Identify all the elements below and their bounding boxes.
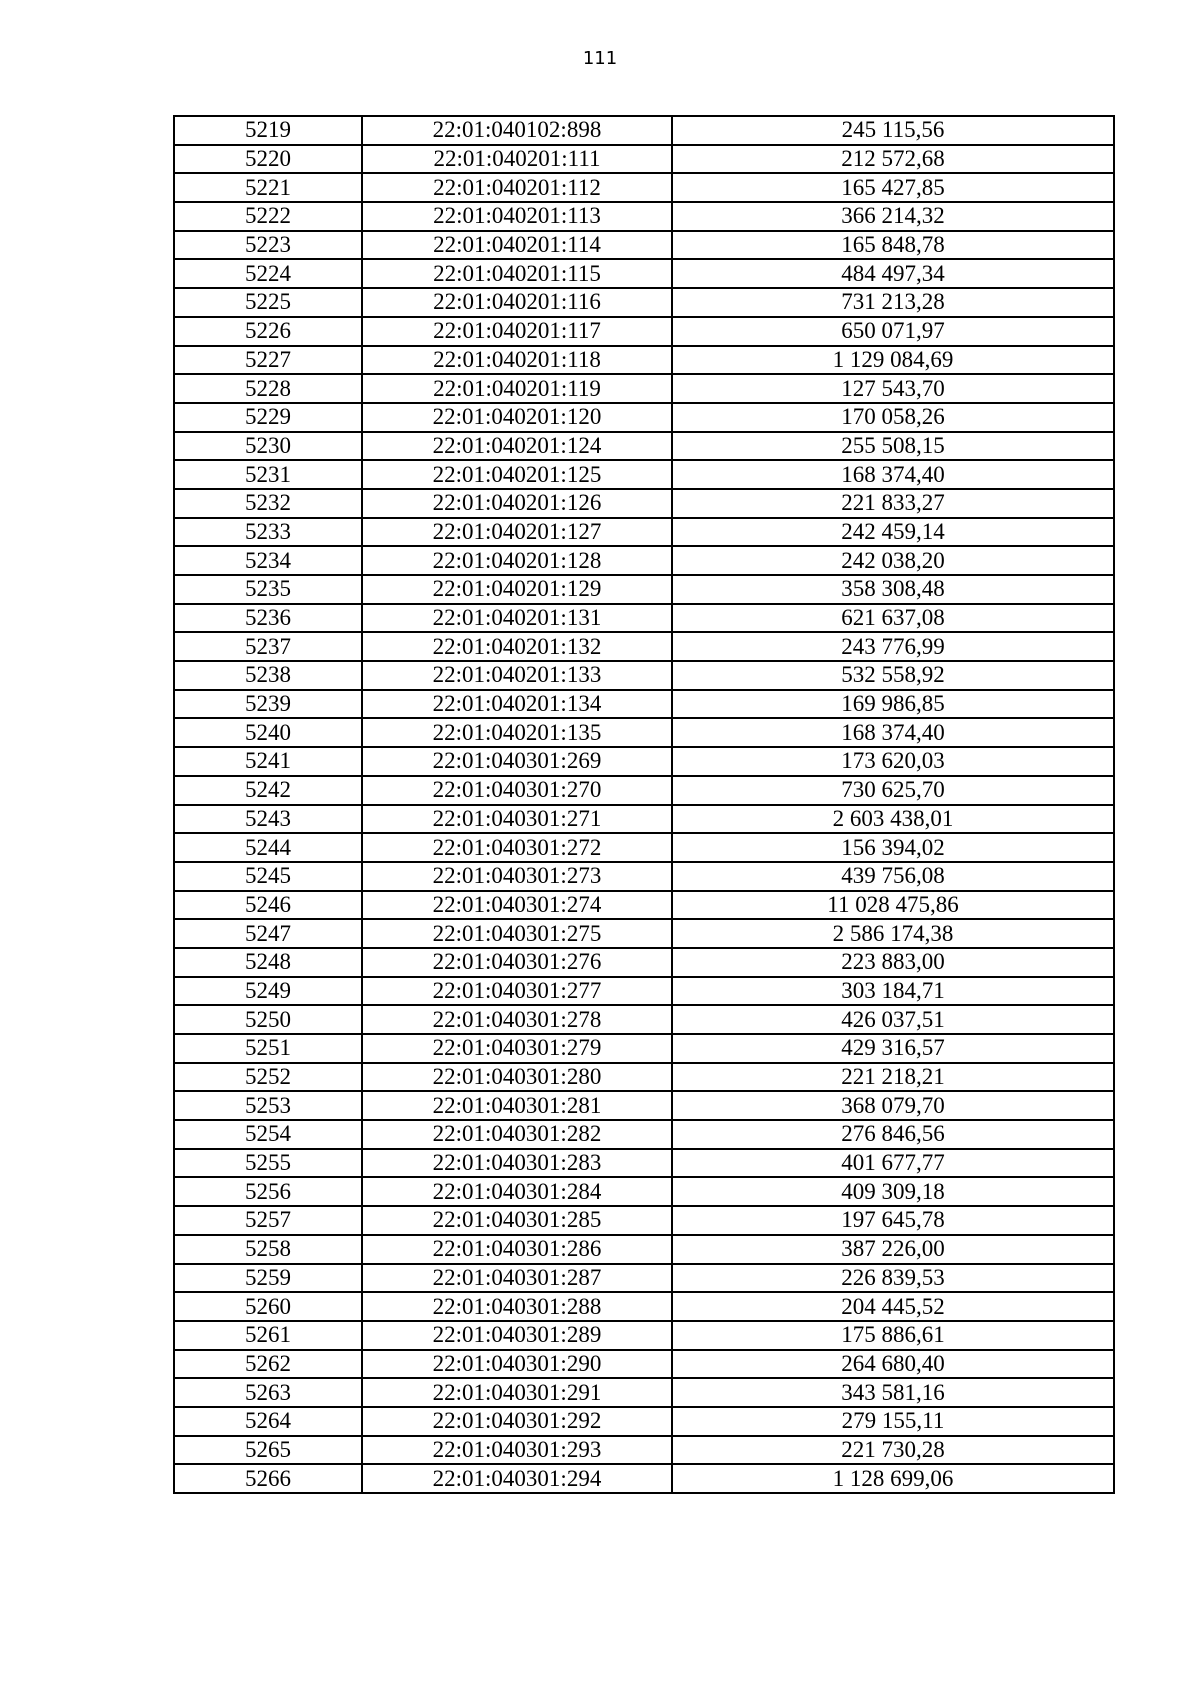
row-number-cell: 5251 <box>174 1034 362 1063</box>
cadastral-number-cell: 22:01:040201:116 <box>362 288 672 317</box>
row-number-cell: 5232 <box>174 489 362 518</box>
cadastral-value-cell: 243 776,99 <box>672 632 1114 661</box>
table-row <box>174 231 1114 260</box>
cadastral-number-cell: 22:01:040301:269 <box>362 747 672 776</box>
cadastral-value-cell: 409 309,18 <box>672 1177 1114 1206</box>
table-row <box>174 346 1114 375</box>
row-number-cell: 5247 <box>174 919 362 948</box>
row-number-cell: 5257 <box>174 1206 362 1235</box>
cadastral-number-cell: 22:01:040201:125 <box>362 460 672 489</box>
cadastral-number-cell: 22:01:040301:290 <box>362 1350 672 1379</box>
row-number-cell: 5265 <box>174 1436 362 1465</box>
row-number-cell: 5250 <box>174 1005 362 1034</box>
cadastral-value-cell: 303 184,71 <box>672 977 1114 1006</box>
row-number-cell: 5263 <box>174 1378 362 1407</box>
cadastral-number-cell: 22:01:040301:289 <box>362 1321 672 1350</box>
cadastral-value-cell: 358 308,48 <box>672 575 1114 604</box>
cadastral-number-cell: 22:01:040301:288 <box>362 1292 672 1321</box>
table-row <box>174 374 1114 403</box>
row-number-cell: 5249 <box>174 977 362 1006</box>
row-number-cell: 5264 <box>174 1407 362 1436</box>
table-row <box>174 805 1114 834</box>
cadastral-number-cell: 22:01:040301:294 <box>362 1464 672 1493</box>
cadastral-number-cell: 22:01:040301:293 <box>362 1436 672 1465</box>
cadastral-number-cell: 22:01:040301:284 <box>362 1177 672 1206</box>
cadastral-value-cell: 621 637,08 <box>672 604 1114 633</box>
row-number-cell: 5245 <box>174 862 362 891</box>
row-number-cell: 5223 <box>174 231 362 260</box>
table-row <box>174 1091 1114 1120</box>
cadastral-number-cell: 22:01:040201:111 <box>362 145 672 174</box>
cadastral-value-cell: 168 374,40 <box>672 718 1114 747</box>
table-row <box>174 661 1114 690</box>
cadastral-value-cell: 484 497,34 <box>672 259 1114 288</box>
cadastral-value-cell: 223 883,00 <box>672 948 1114 977</box>
cadastral-value-cell: 279 155,11 <box>672 1407 1114 1436</box>
cadastral-number-cell: 22:01:040301:276 <box>362 948 672 977</box>
row-number-cell: 5236 <box>174 604 362 633</box>
cadastral-number-cell: 22:01:040201:112 <box>362 173 672 202</box>
cadastral-value-cell: 439 756,08 <box>672 862 1114 891</box>
cadastral-number-cell: 22:01:040301:273 <box>362 862 672 891</box>
cadastral-value-cell: 173 620,03 <box>672 747 1114 776</box>
cadastral-number-cell: 22:01:040301:274 <box>362 891 672 920</box>
cadastral-number-cell: 22:01:040301:286 <box>362 1235 672 1264</box>
cadastral-value-cell: 204 445,52 <box>672 1292 1114 1321</box>
cadastral-value-cell: 156 394,02 <box>672 833 1114 862</box>
table-row <box>174 632 1114 661</box>
table-row <box>174 259 1114 288</box>
table-row <box>174 116 1114 145</box>
cadastral-number-cell: 22:01:040301:281 <box>362 1091 672 1120</box>
row-number-cell: 5262 <box>174 1350 362 1379</box>
table-row <box>174 1177 1114 1206</box>
table-row <box>174 1321 1114 1350</box>
row-number-cell: 5248 <box>174 948 362 977</box>
cadastral-number-cell: 22:01:040301:278 <box>362 1005 672 1034</box>
row-number-cell: 5225 <box>174 288 362 317</box>
table-row <box>174 862 1114 891</box>
cadastral-number-cell: 22:01:040201:124 <box>362 432 672 461</box>
cadastral-value-cell: 387 226,00 <box>672 1235 1114 1264</box>
row-number-cell: 5261 <box>174 1321 362 1350</box>
table-row <box>174 145 1114 174</box>
cadastral-value-cell: 366 214,32 <box>672 202 1114 231</box>
row-number-cell: 5231 <box>174 460 362 489</box>
cadastral-number-cell: 22:01:040301:277 <box>362 977 672 1006</box>
cadastral-value-cell: 242 038,20 <box>672 546 1114 575</box>
table-row <box>174 288 1114 317</box>
cadastral-number-cell: 22:01:040201:129 <box>362 575 672 604</box>
cadastral-number-cell: 22:01:040301:271 <box>362 805 672 834</box>
cadastral-value-cell: 650 071,97 <box>672 317 1114 346</box>
row-number-cell: 5238 <box>174 661 362 690</box>
cadastral-number-cell: 22:01:040301:272 <box>362 833 672 862</box>
cadastral-value-cell: 368 079,70 <box>672 1091 1114 1120</box>
cadastral-value-cell: 242 459,14 <box>672 518 1114 547</box>
cadastral-number-cell: 22:01:040301:287 <box>362 1264 672 1293</box>
cadastral-number-cell: 22:01:040201:118 <box>362 346 672 375</box>
table-row <box>174 1120 1114 1149</box>
cadastral-value-cell: 11 028 475,86 <box>672 891 1114 920</box>
row-number-cell: 5254 <box>174 1120 362 1149</box>
table-row <box>174 1350 1114 1379</box>
table-row <box>174 403 1114 432</box>
table-row <box>174 948 1114 977</box>
table-row <box>174 977 1114 1006</box>
cadastral-number-cell: 22:01:040301:279 <box>362 1034 672 1063</box>
table-row <box>174 1407 1114 1436</box>
cadastral-value-cell: 731 213,28 <box>672 288 1114 317</box>
row-number-cell: 5226 <box>174 317 362 346</box>
cadastral-number-cell: 22:01:040201:113 <box>362 202 672 231</box>
cadastral-number-cell: 22:01:040102:898 <box>362 116 672 145</box>
table-row <box>174 747 1114 776</box>
row-number-cell: 5244 <box>174 833 362 862</box>
cadastral-value-cell: 730 625,70 <box>672 776 1114 805</box>
cadastral-number-cell: 22:01:040301:285 <box>362 1206 672 1235</box>
row-number-cell: 5259 <box>174 1264 362 1293</box>
cadastral-value-cell: 245 115,56 <box>672 116 1114 145</box>
table-row <box>174 1005 1114 1034</box>
cadastral-value-cell: 226 839,53 <box>672 1264 1114 1293</box>
table-row <box>174 202 1114 231</box>
row-number-cell: 5221 <box>174 173 362 202</box>
row-number-cell: 5241 <box>174 747 362 776</box>
cadastral-value-cell: 255 508,15 <box>672 432 1114 461</box>
row-number-cell: 5222 <box>174 202 362 231</box>
table-row <box>174 317 1114 346</box>
cadastral-value-cell: 165 427,85 <box>672 173 1114 202</box>
cadastral-value-cell: 343 581,16 <box>672 1378 1114 1407</box>
table-row <box>174 1464 1114 1493</box>
row-number-cell: 5243 <box>174 805 362 834</box>
table-row <box>174 776 1114 805</box>
table-row <box>174 1378 1114 1407</box>
cadastral-number-cell: 22:01:040201:128 <box>362 546 672 575</box>
cadastral-value-cell: 169 986,85 <box>672 690 1114 719</box>
table-row <box>174 173 1114 202</box>
table-row <box>174 690 1114 719</box>
cadastral-value-cell: 276 846,56 <box>672 1120 1114 1149</box>
cadastral-value-cell: 2 586 174,38 <box>672 919 1114 948</box>
row-number-cell: 5237 <box>174 632 362 661</box>
cadastral-number-cell: 22:01:040201:114 <box>362 231 672 260</box>
row-number-cell: 5253 <box>174 1091 362 1120</box>
table-row <box>174 1034 1114 1063</box>
cadastral-value-cell: 165 848,78 <box>672 231 1114 260</box>
table-row <box>174 604 1114 633</box>
table-row <box>174 1436 1114 1465</box>
cadastral-value-cell: 127 543,70 <box>672 374 1114 403</box>
table-row <box>174 1264 1114 1293</box>
table-row <box>174 1235 1114 1264</box>
cadastral-value-cell: 212 572,68 <box>672 145 1114 174</box>
row-number-cell: 5220 <box>174 145 362 174</box>
row-number-cell: 5260 <box>174 1292 362 1321</box>
cadastral-number-cell: 22:01:040201:127 <box>362 518 672 547</box>
cadastral-value-cell: 532 558,92 <box>672 661 1114 690</box>
cadastral-value-cell: 426 037,51 <box>672 1005 1114 1034</box>
row-number-cell: 5227 <box>174 346 362 375</box>
cadastral-number-cell: 22:01:040301:282 <box>362 1120 672 1149</box>
table-row <box>174 546 1114 575</box>
cadastral-number-cell: 22:01:040301:275 <box>362 919 672 948</box>
table-row <box>174 891 1114 920</box>
cadastral-number-cell: 22:01:040201:117 <box>362 317 672 346</box>
table-row <box>174 1063 1114 1092</box>
row-number-cell: 5252 <box>174 1063 362 1092</box>
cadastral-number-cell: 22:01:040201:119 <box>362 374 672 403</box>
table-row <box>174 833 1114 862</box>
cadastral-value-cell: 264 680,40 <box>672 1350 1114 1379</box>
row-number-cell: 5242 <box>174 776 362 805</box>
cadastral-value-cell: 1 128 699,06 <box>672 1464 1114 1493</box>
cadastral-value-cell: 221 218,21 <box>672 1063 1114 1092</box>
row-number-cell: 5229 <box>174 403 362 432</box>
cadastral-value-cell: 175 886,61 <box>672 1321 1114 1350</box>
row-number-cell: 5239 <box>174 690 362 719</box>
cadastral-number-cell: 22:01:040201:132 <box>362 632 672 661</box>
cadastral-number-cell: 22:01:040301:280 <box>362 1063 672 1092</box>
row-number-cell: 5224 <box>174 259 362 288</box>
table-row <box>174 460 1114 489</box>
cadastral-number-cell: 22:01:040301:270 <box>362 776 672 805</box>
row-number-cell: 5255 <box>174 1149 362 1178</box>
table-row <box>174 718 1114 747</box>
table-row <box>174 575 1114 604</box>
row-number-cell: 5235 <box>174 575 362 604</box>
cadastral-number-cell: 22:01:040301:283 <box>362 1149 672 1178</box>
row-number-cell: 5256 <box>174 1177 362 1206</box>
cadastral-value-cell: 429 316,57 <box>672 1034 1114 1063</box>
cadastral-number-cell: 22:01:040201:120 <box>362 403 672 432</box>
cadastral-value-cell: 401 677,77 <box>672 1149 1114 1178</box>
row-number-cell: 5233 <box>174 518 362 547</box>
row-number-cell: 5266 <box>174 1464 362 1493</box>
row-number-cell: 5246 <box>174 891 362 920</box>
cadastral-value-cell: 197 645,78 <box>672 1206 1114 1235</box>
row-number-cell: 5240 <box>174 718 362 747</box>
page-number: 111 <box>582 48 618 69</box>
cadastral-value-cell: 1 129 084,69 <box>672 346 1114 375</box>
cadastral-number-cell: 22:01:040201:134 <box>362 690 672 719</box>
cadastral-number-cell: 22:01:040201:135 <box>362 718 672 747</box>
table-body <box>174 116 1114 1493</box>
table-row <box>174 489 1114 518</box>
row-number-cell: 5230 <box>174 432 362 461</box>
cadastral-value-cell: 170 058,26 <box>672 403 1114 432</box>
cadastral-value-cell: 221 833,27 <box>672 489 1114 518</box>
row-number-cell: 5228 <box>174 374 362 403</box>
cadastral-number-cell: 22:01:040201:131 <box>362 604 672 633</box>
cadastral-value-cell: 2 603 438,01 <box>672 805 1114 834</box>
cadastral-value-cell: 221 730,28 <box>672 1436 1114 1465</box>
table-row <box>174 1149 1114 1178</box>
table-row <box>174 432 1114 461</box>
row-number-cell: 5258 <box>174 1235 362 1264</box>
cadastral-number-cell: 22:01:040201:115 <box>362 259 672 288</box>
cadastral-number-cell: 22:01:040201:126 <box>362 489 672 518</box>
cadastral-number-cell: 22:01:040301:292 <box>362 1407 672 1436</box>
cadastral-value-cell: 168 374,40 <box>672 460 1114 489</box>
row-number-cell: 5234 <box>174 546 362 575</box>
table-row <box>174 1206 1114 1235</box>
table-row <box>174 1292 1114 1321</box>
cadastral-number-cell: 22:01:040201:133 <box>362 661 672 690</box>
table-row <box>174 919 1114 948</box>
cadastral-number-cell: 22:01:040301:291 <box>362 1378 672 1407</box>
cadastral-value-table <box>173 115 1115 1494</box>
table-row <box>174 518 1114 547</box>
row-number-cell: 5219 <box>174 116 362 145</box>
